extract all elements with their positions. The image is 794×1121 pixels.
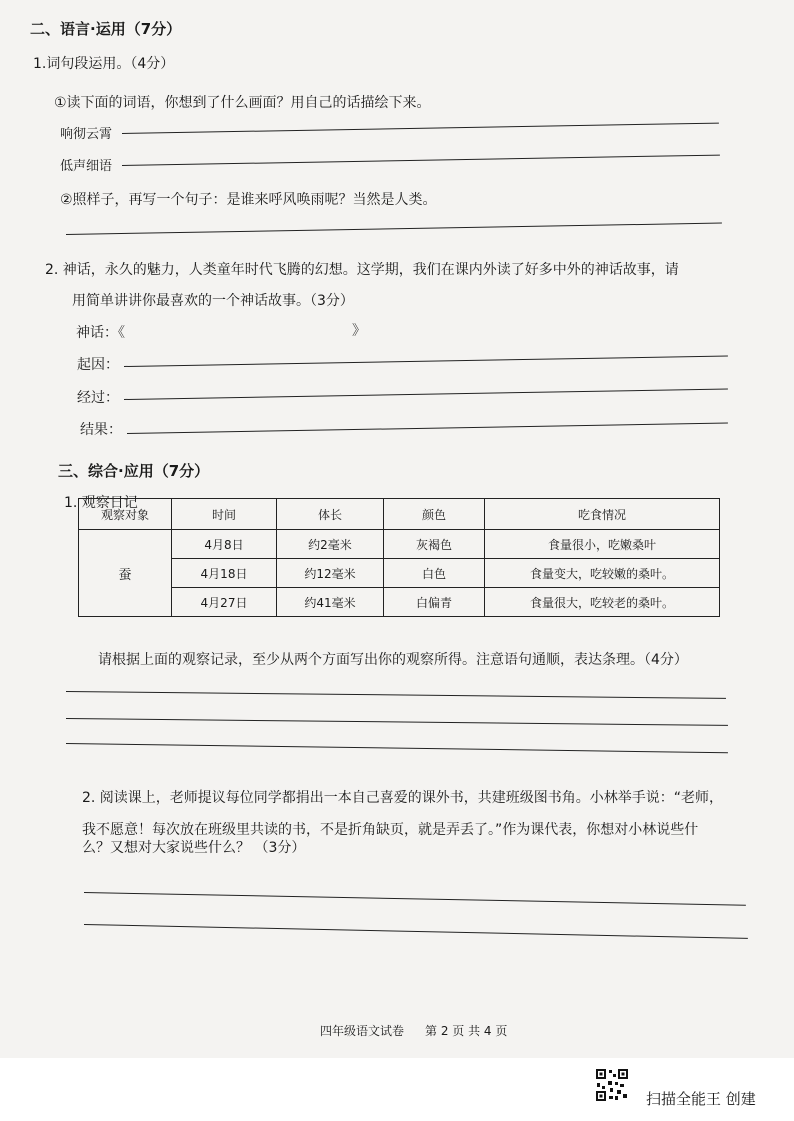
table-cell: 食量很小，吃嫩桑叶 xyxy=(485,530,720,559)
table-cell: 4月8日 xyxy=(172,530,277,559)
word-1: 响彻云霄 xyxy=(60,127,113,142)
table-cell: 约2毫米 xyxy=(277,530,384,559)
myth-close: 》 xyxy=(352,323,366,339)
answer-line[interactable] xyxy=(84,924,748,939)
table-cell: 白色 xyxy=(384,559,485,588)
q1-title: 1.词句段运用。（4分） xyxy=(33,56,175,72)
table-cell: 灰褐色 xyxy=(384,530,485,559)
header-feeding: 吃食情况 xyxy=(485,499,720,530)
scanner-watermark-text: 扫描全能王 创建 xyxy=(646,1090,756,1108)
table-cell: 食量很大，吃较老的桑叶。 xyxy=(485,588,720,617)
footer-exam-name: 四年级语文试卷 xyxy=(320,1024,405,1038)
myth-label: 神话：《 xyxy=(76,325,125,341)
header-time: 时间 xyxy=(172,499,277,530)
header-color: 颜色 xyxy=(384,499,485,530)
observation-title: 1. 观察日记 xyxy=(64,495,138,511)
observation-instruction: 请根据上面的观察记录，至少从两个方面写出你的观察所得。注意语句通顺，表达条理。（4分） xyxy=(98,652,688,668)
table-cell: 约41毫米 xyxy=(277,588,384,617)
table-row xyxy=(79,588,720,617)
table-cell: 约12毫米 xyxy=(277,559,384,588)
q2-reading-line-3: 么？又想对大家说些什么？ （3分） xyxy=(82,840,306,856)
table-cell: 白偏青 xyxy=(384,588,485,617)
word-2: 低声细语 xyxy=(60,159,113,174)
q2-line-2: 用简单讲讲你最喜欢的一个神话故事。（3分） xyxy=(72,293,354,309)
table-cell: 4月27日 xyxy=(172,588,277,617)
section-3-title: 三、综合·应用（7分） xyxy=(58,462,210,480)
header-subject: 观察对象 xyxy=(79,499,172,530)
section-2-title: 二、语言·运用（7分） xyxy=(30,20,182,38)
answer-line[interactable] xyxy=(66,718,728,726)
result-label: 结果： xyxy=(80,422,122,438)
answer-line[interactable] xyxy=(66,743,728,753)
subject-cell: 蚕 xyxy=(79,530,172,617)
answer-line[interactable] xyxy=(127,423,728,434)
header-length: 体长 xyxy=(277,499,384,530)
q1-sub2: ②照样子，再写一个句子：是谁来呼风唤雨呢？当然是人类。 xyxy=(60,192,437,208)
table-header-row xyxy=(79,499,720,530)
answer-line[interactable] xyxy=(84,892,746,906)
answer-line[interactable] xyxy=(124,355,728,367)
observation-table xyxy=(78,498,720,617)
table-row xyxy=(79,530,720,559)
process-label: 经过： xyxy=(77,390,119,406)
answer-line[interactable] xyxy=(122,123,719,134)
answer-line[interactable] xyxy=(66,691,726,699)
answer-line[interactable] xyxy=(122,155,720,166)
footer-page-number: 第 2 页 共 4 页 xyxy=(425,1024,508,1038)
q1-sub1: ①读下面的词语，你想到了什么画面？用自己的话描绘下来。 xyxy=(54,95,431,111)
q2-reading-line-2: 我不愿意！每次放在班级里共读的书，不是折角缺页，就是弄丢了。”作为课代表，你想对小林说些什 xyxy=(82,822,699,838)
answer-line[interactable] xyxy=(124,388,728,400)
answer-line[interactable] xyxy=(66,223,722,235)
cause-label: 起因： xyxy=(77,357,119,373)
table-cell: 4月18日 xyxy=(172,559,277,588)
qr-code-icon xyxy=(595,1068,629,1102)
q2-reading-line-1: 2. 阅读课上，老师提议每位同学都捐出一本自己喜爱的课外书，共建班级图书角。小林举手说：“老师， xyxy=(82,790,724,806)
table-cell: 食量变大，吃较嫩的桑叶。 xyxy=(485,559,720,588)
q2-line-1: 2. 神话，永久的魅力，人类童年时代飞腾的幻想。这学期，我们在课内外读了好多中外的神话故事，请 xyxy=(45,262,679,278)
table-row xyxy=(79,559,720,588)
